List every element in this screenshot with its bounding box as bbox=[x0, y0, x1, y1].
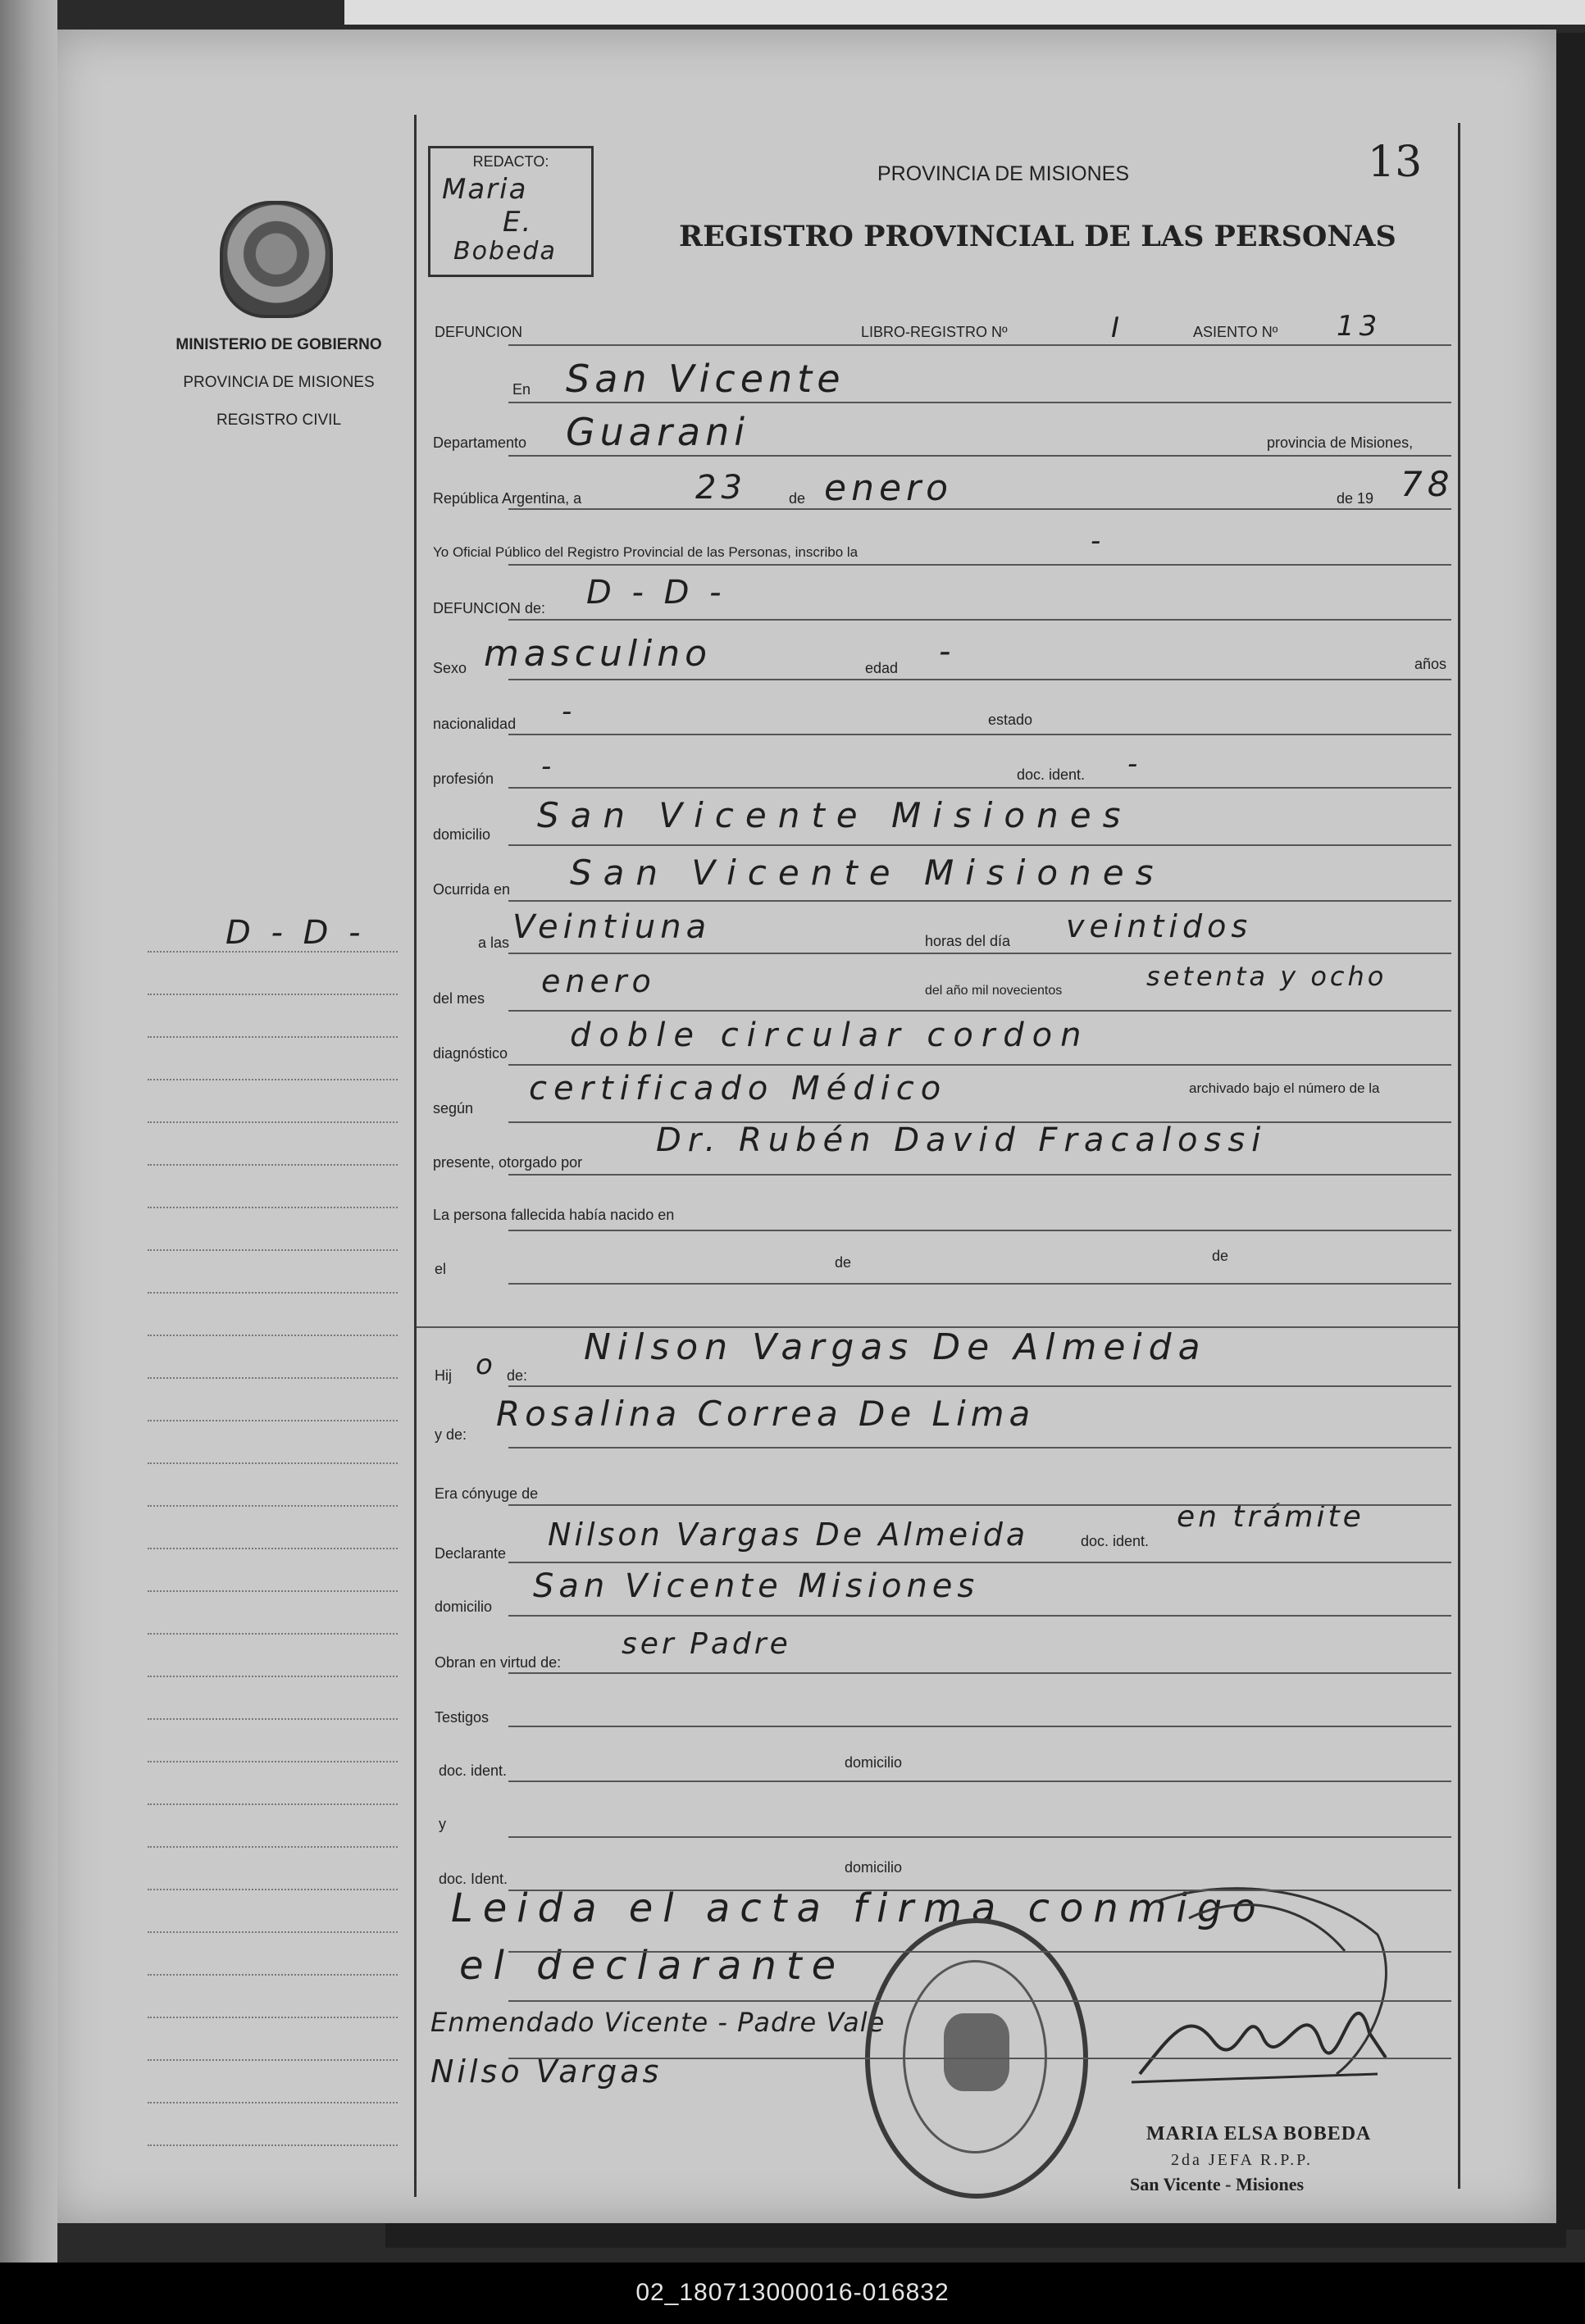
provincia-label: provincia de Misiones, bbox=[1267, 434, 1414, 451]
margin-dotted-line bbox=[148, 1548, 398, 1549]
form-underline bbox=[508, 455, 1451, 457]
enmendado-note: Enmendado Vicente - Padre Vale bbox=[430, 2007, 886, 2038]
de-label: de bbox=[789, 490, 806, 507]
dia-texto-value: veintidos bbox=[1066, 908, 1253, 944]
presente-label: presente, otorgado por bbox=[433, 1154, 583, 1171]
margin-dotted-line bbox=[148, 1207, 398, 1208]
segun-label: según bbox=[433, 1100, 474, 1117]
en-value: San Vicente bbox=[566, 357, 845, 401]
form-underline bbox=[508, 619, 1451, 621]
asiento-value: 13 bbox=[1337, 310, 1382, 343]
margin-dotted-line bbox=[148, 1462, 398, 1464]
margin-dotted-line bbox=[148, 1335, 398, 1336]
page-number: 13 bbox=[1368, 138, 1423, 187]
margin-dotted-line bbox=[148, 1761, 398, 1762]
domicilio-declarante-value: San Vicente Misiones bbox=[533, 1567, 980, 1605]
margin-dotted-line bbox=[148, 1590, 398, 1592]
redacto-line2: E. bbox=[503, 206, 533, 239]
margin-dotted-line bbox=[148, 2102, 398, 2103]
mes-value: enero bbox=[824, 467, 954, 509]
ministry-line3: REGISTRO CIVIL bbox=[216, 412, 342, 429]
form-underline bbox=[508, 2000, 1451, 2002]
ministry-line2: PROVINCIA DE MISIONES bbox=[183, 374, 375, 391]
conyuge-label: Era cónyuge de bbox=[435, 1485, 539, 1502]
form-underline bbox=[508, 344, 1451, 346]
redacto-line3: Bobeda bbox=[453, 237, 557, 266]
testigos-label: Testigos bbox=[435, 1709, 490, 1726]
form-underline bbox=[508, 1890, 1451, 1891]
redacto-line1: Maria bbox=[442, 173, 528, 206]
margin-dotted-line bbox=[148, 1036, 398, 1038]
form-underline bbox=[508, 1064, 1451, 1066]
section-separator bbox=[417, 1326, 1458, 1328]
book-spine bbox=[0, 0, 57, 2263]
form-underline bbox=[508, 1010, 1451, 1012]
margin-dotted-line bbox=[148, 1292, 398, 1294]
coat-of-arms-icon bbox=[220, 201, 333, 318]
official-signature bbox=[1107, 1869, 1402, 2115]
asiento-label: ASIENTO Nº bbox=[1193, 324, 1278, 340]
margin-dotted-line bbox=[148, 2059, 398, 2061]
horas-label: horas del día bbox=[925, 933, 1011, 949]
republica-label: República Argentina, a bbox=[433, 490, 582, 507]
margin-dotted-line bbox=[148, 1377, 398, 1379]
margin-dotted-line bbox=[148, 1846, 398, 1848]
ocurrida-value: San Vicente Misiones bbox=[570, 853, 1165, 893]
margin-dotted-line bbox=[148, 1420, 398, 1421]
margin-dotted-line bbox=[148, 1931, 398, 1933]
hij-de-label: de: bbox=[507, 1367, 528, 1384]
y-label: y bbox=[439, 1816, 446, 1832]
right-rule bbox=[1458, 123, 1460, 2189]
stamp-role: 2da JEFA R.P.P. bbox=[1171, 2151, 1314, 2169]
form-underline bbox=[508, 1836, 1451, 1838]
obran-value: ser Padre bbox=[622, 1627, 791, 1661]
nacionalidad-label: nacionalidad bbox=[433, 716, 517, 732]
nac-de2-label: de bbox=[1212, 1248, 1229, 1264]
margin-dotted-line bbox=[148, 1803, 398, 1805]
estado-label: estado bbox=[988, 712, 1033, 728]
doc-ident3-label: doc. ident. bbox=[439, 1762, 508, 1779]
en-label: En bbox=[512, 381, 531, 398]
edad-value: - bbox=[939, 633, 956, 671]
margin-dotted-line bbox=[148, 1079, 398, 1080]
defuncion-de-label: DEFUNCION de: bbox=[433, 600, 546, 616]
a-las-label: a las bbox=[478, 935, 510, 951]
header-province: PROVINCIA DE MISIONES bbox=[877, 162, 1130, 185]
profesion-label: profesión bbox=[433, 771, 494, 787]
archivado-label: archivado bajo el número de la bbox=[1189, 1080, 1380, 1096]
form-underline bbox=[508, 1672, 1451, 1674]
doc-ident2-label: doc. ident. bbox=[1081, 1533, 1150, 1549]
del-mes-label: del mes bbox=[433, 990, 485, 1007]
hij-suffix: o bbox=[476, 1348, 498, 1381]
declarante-value: Nilson Vargas De Almeida bbox=[548, 1517, 1029, 1553]
page-right-edge bbox=[1556, 33, 1585, 2230]
domicilio-label: domicilio bbox=[433, 826, 491, 843]
stamp-name: MARIA ELSA BOBEDA bbox=[1146, 2123, 1372, 2144]
form-underline bbox=[508, 1726, 1451, 1727]
form-underline bbox=[508, 1781, 1451, 1782]
segun-value: certificado Médico bbox=[529, 1070, 948, 1107]
padre-value: Nilson Vargas De Almeida bbox=[584, 1326, 1207, 1368]
ano-texto-value: setenta y ocho bbox=[1146, 961, 1387, 992]
defuncion-de-value: D - D - bbox=[586, 574, 726, 612]
form-underline bbox=[508, 734, 1451, 735]
obran-label: Obran en virtud de: bbox=[435, 1654, 562, 1671]
form-underline bbox=[508, 953, 1451, 954]
margin-dotted-line bbox=[148, 994, 398, 995]
form-underline bbox=[508, 1447, 1451, 1449]
header-title: REGISTRO PROVINCIAL DE LAS PERSONAS bbox=[679, 220, 1396, 253]
doc-ident-label: doc. ident. bbox=[1017, 766, 1086, 783]
diagnostico-value: doble circular cordon bbox=[570, 1016, 1090, 1054]
hij-label: Hij bbox=[435, 1367, 452, 1384]
form-underline bbox=[508, 1283, 1451, 1285]
libro-label: LIBRO-REGISTRO Nº bbox=[861, 324, 1008, 340]
sexo-value: masculino bbox=[484, 633, 713, 675]
domicilio4-label: domicilio bbox=[845, 1859, 903, 1876]
libro-value: I bbox=[1111, 312, 1125, 344]
footer-id: 02_180713000016-016832 bbox=[635, 2279, 950, 2306]
ocurrida-label: Ocurrida en bbox=[433, 881, 511, 898]
nacionalidad-value: - bbox=[562, 695, 577, 728]
form-underline bbox=[508, 1121, 1451, 1123]
form-underline bbox=[508, 1951, 1451, 1953]
form-underline bbox=[508, 508, 1451, 510]
madre-value: Rosalina Correa De Lima bbox=[496, 1394, 1036, 1434]
domicilio3-label: domicilio bbox=[845, 1754, 903, 1771]
del-mes-value: enero bbox=[541, 963, 656, 999]
yo-oficial-label: Yo Oficial Público del Registro Provincial de las Personas, inscribo la bbox=[433, 544, 859, 560]
defuncion-heading: DEFUNCION bbox=[435, 324, 522, 340]
profesion-value: - bbox=[541, 750, 557, 783]
margin-dotted-line bbox=[148, 1974, 398, 1976]
edad-label: edad bbox=[865, 660, 899, 676]
margin-dotted-line bbox=[148, 1889, 398, 1890]
form-underline bbox=[508, 900, 1451, 902]
otorgado-value: Dr. Rubén David Fracalossi bbox=[656, 1121, 1268, 1159]
del-ano-label: del año mil novecientos bbox=[925, 984, 1063, 998]
nac-de-label: de bbox=[835, 1254, 852, 1271]
page-top-edge bbox=[344, 0, 1585, 25]
inscribo-value: - bbox=[1091, 525, 1106, 557]
form-underline bbox=[508, 1174, 1451, 1176]
redacto-label: REDACTO: bbox=[472, 153, 549, 170]
form-underline bbox=[508, 564, 1451, 566]
margin-dotted-line bbox=[148, 1505, 398, 1507]
closing-line2: el declarante bbox=[459, 1943, 846, 1989]
doc-declarante-value: en trámite bbox=[1177, 1500, 1364, 1534]
form-underline bbox=[508, 787, 1451, 789]
de19-label: de 19 bbox=[1337, 490, 1374, 507]
doc-ident4-label: doc. Ident. bbox=[439, 1871, 508, 1887]
margin-dotted-line bbox=[148, 2017, 398, 2018]
form-underline bbox=[508, 844, 1451, 846]
doc-ident-value: - bbox=[1127, 748, 1143, 780]
closing-line1: Leida el acta firma conmigo bbox=[451, 1885, 1266, 1931]
seal-crest-icon bbox=[944, 2013, 1009, 2091]
el-label: el bbox=[435, 1261, 447, 1277]
ano-value: 78 bbox=[1401, 464, 1455, 504]
form-underline bbox=[508, 1504, 1451, 1506]
form-underline bbox=[508, 679, 1451, 680]
margin-dotted-line bbox=[148, 1633, 398, 1635]
departamento-label: Departamento bbox=[433, 434, 527, 451]
a-las-value: Veintiuna bbox=[512, 908, 712, 946]
domicilio2-label: domicilio bbox=[435, 1599, 493, 1615]
form-underline bbox=[508, 402, 1451, 403]
margin-dotted-line bbox=[148, 1121, 398, 1123]
dia-value: 23 bbox=[695, 469, 747, 507]
form-underline bbox=[508, 1562, 1451, 1563]
redacto-box bbox=[428, 146, 594, 277]
form-underline bbox=[508, 1230, 1451, 1231]
margin-dotted-line bbox=[148, 1164, 398, 1166]
form-underline bbox=[508, 1385, 1451, 1387]
sexo-label: Sexo bbox=[433, 660, 467, 676]
form-underline bbox=[508, 2058, 1451, 2059]
margin-dotted-line bbox=[148, 1676, 398, 1677]
margin-dotted-line bbox=[148, 1718, 398, 1720]
anos-label: años bbox=[1414, 656, 1447, 672]
stamp-place: San Vicente - Misiones bbox=[1130, 2174, 1305, 2194]
margin-note: D - D - bbox=[225, 914, 366, 952]
ministry-line1: MINISTERIO DE GOBIERNO bbox=[175, 336, 382, 353]
domicilio-value: San Vicente Misiones bbox=[537, 795, 1132, 835]
form-underline bbox=[508, 1615, 1451, 1617]
margin-dotted-line bbox=[148, 1249, 398, 1251]
diagnostico-label: diagnóstico bbox=[433, 1045, 508, 1062]
y-de-label: y de: bbox=[435, 1426, 467, 1443]
departamento-value: Guarani bbox=[566, 410, 750, 454]
margin-dotted-line bbox=[148, 2144, 398, 2146]
nacido-label: La persona fallecida había nacido en bbox=[433, 1207, 675, 1223]
declarante-label: Declarante bbox=[435, 1545, 507, 1562]
page-bottom-edge bbox=[385, 2223, 1566, 2248]
declarante-signature: Nilso Vargas bbox=[430, 2053, 663, 2090]
